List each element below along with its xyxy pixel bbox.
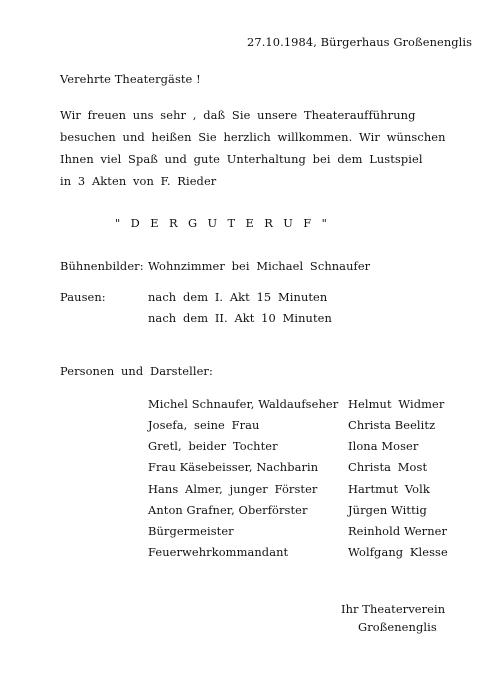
break-item: nach dem I. Akt 15 Minuten [148, 290, 328, 304]
play-title: " D E R G U T E R U F " [115, 216, 331, 230]
cast-actor: Christa Most [348, 460, 428, 474]
cast-actor: Wolfgang Klesse [348, 545, 448, 559]
greeting: Verehrte Theatergäste ! [60, 72, 201, 86]
intro-line: Wir freuen uns sehr , daß Sie unsere Theateraufführung [60, 108, 416, 122]
breaks-label: Pausen: [60, 290, 106, 304]
cast-actor: Christa Beelitz [348, 418, 436, 432]
cast-role: Bürgermeister [148, 524, 234, 538]
date-place: 27.10.1984, Bürgerhaus Großenenglis [247, 35, 473, 49]
signature-line: Ihr Theaterverein [341, 602, 446, 616]
cast-role: Michel Schnaufer, Waldaufseher [148, 397, 339, 411]
cast-role: Gretl, beider Tochter [148, 439, 278, 453]
cast-role: Frau Käsebeisser, Nachbarin [148, 460, 319, 474]
cast-role: Hans Almer, junger Förster [148, 482, 318, 496]
break-item: nach dem II. Akt 10 Minuten [148, 311, 332, 325]
cast-heading: Personen und Darsteller: [60, 364, 213, 378]
intro-line: Ihnen viel Spaß und gute Unterhaltung bei dem Lustspiel [60, 152, 423, 166]
cast-actor: Ilona Moser [348, 439, 419, 453]
cast-role: Feuerwehrkommandant [148, 545, 289, 559]
cast-actor: Helmut Widmer [348, 397, 445, 411]
cast-actor: Reinhold Werner [348, 524, 448, 538]
cast-role: Josefa, seine Frau [148, 418, 260, 432]
cast-actor: Jürgen Wittig [348, 503, 427, 517]
cast-actor: Hartmut Volk [348, 482, 430, 496]
intro-line: besuchen und heißen Sie herzlich willkommen. Wir wünschen [60, 130, 446, 144]
cast-role: Anton Grafner, Oberförster [148, 503, 308, 517]
intro-line: in 3 Akten von F. Rieder [60, 174, 217, 188]
stage-value: Wohnzimmer bei Michael Schnaufer [148, 259, 371, 273]
signature-line: Großenenglis [358, 620, 437, 634]
stage-label: Bühnenbilder: [60, 259, 144, 273]
